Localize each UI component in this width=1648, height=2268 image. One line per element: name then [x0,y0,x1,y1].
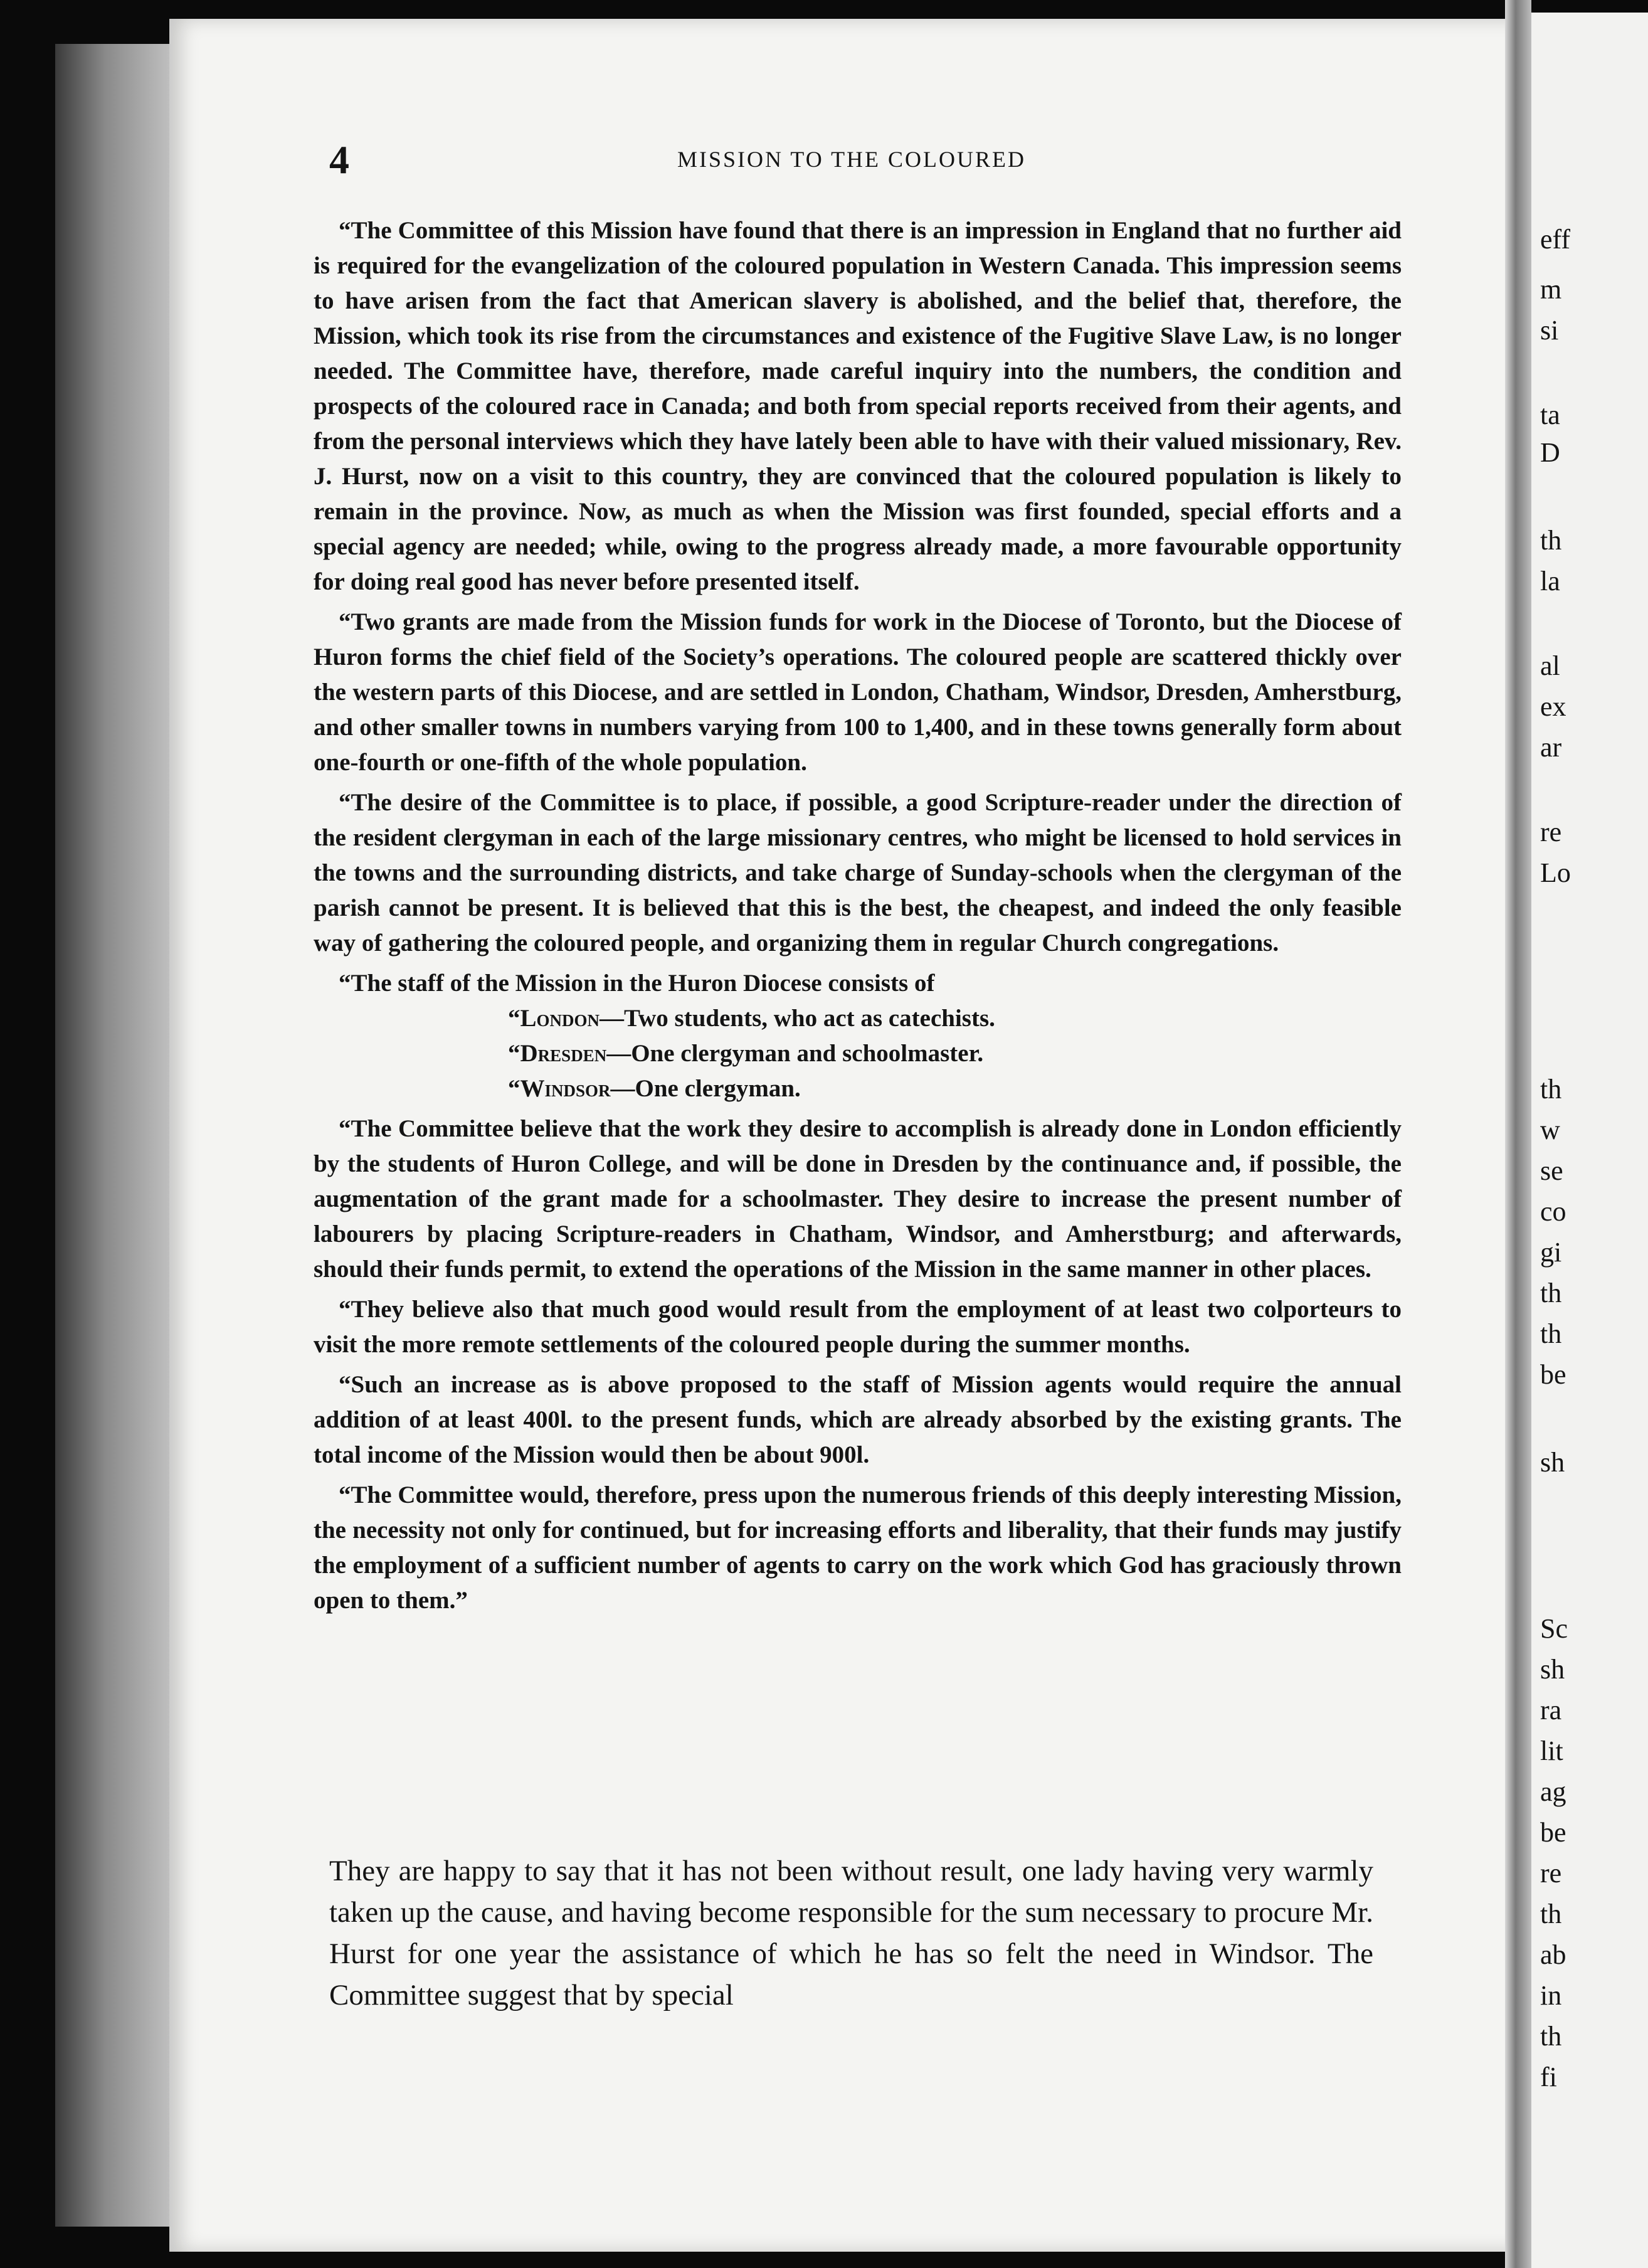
body-paragraph: They are happy to say that it has not been without result, one lady having very warmly taken up the cause, and having become responsible for the sum necessary to procure Mr. Hurst for one year the assistance of which he has so felt the need in Windsor. The Committee suggest that by special [329,1855,1373,2011]
facing-page-fragment: fi [1540,2062,1557,2092]
facing-page-fragment: m [1540,274,1562,305]
facing-page-fragment: ra [1540,1695,1562,1725]
staff-entry: “Windsor—One clergyman. [508,1075,801,1102]
facing-page-fragment: sh [1540,1447,1565,1478]
facing-page-fragment: be [1540,1817,1566,1848]
facing-page-fragment: th [1540,1278,1562,1308]
facing-page-fragment: lit [1540,1735,1563,1766]
staff-entry: “London—Two students, who act as catechists. [508,1005,995,1032]
staff-intro: “The staff of the Mission in the Huron Diocese consists of [339,970,935,997]
facing-page-fragment: al [1540,650,1560,681]
staff-place: Dresden [520,1040,607,1067]
facing-page-fragment: th [1540,1899,1562,1929]
facing-page-fragment: eff [1540,224,1571,255]
page-edge-shadow [55,44,181,2227]
staff-place: Windsor [520,1075,611,1102]
staff-detail: —One clergyman and schoolmaster. [606,1040,984,1067]
staff-list [314,1001,1402,1106]
facing-page [1531,13,1648,2268]
facing-page-fragment: ab [1540,1939,1566,1970]
facing-page-fragment: ar [1540,732,1562,763]
facing-page-fragment: Sc [1540,1613,1568,1644]
quote-paragraph: “The Committee of this Mission have found that there is an impression in England that no further aid is required for the evangelization of the coloured population in Western Canada. This impression seems to have arisen from the fact that American slavery is abolished, and the belief that, therefore, the Mission, which took its rise from the circumstances and existence of the Fugitive Slave Law, is no longer needed. The Committee have, therefore, made careful inquiry into the numbers, the condition and prospects of the coloured race in Canada; and both from special reports received from their agents, and from the personal interviews which they have lately been able to have with their valued missionary, Rev. J. Hurst, now on a visit to this country, they are convinced that the coloured population is likely to remain in the province. Now, as much as when the Mission was first founded, special efforts and a special agency are needed; while, owing to the progress already made, a more favourable opportunity for doing real good has never before presented itself. [314,217,1402,595]
facing-page-fragment: ta [1540,400,1560,430]
quote-paragraph: “They believe also that much good would result from the employment of at least two colporteurs to visit the more remote settlements of the coloured people during the summer months. [314,1296,1402,1358]
facing-page-fragment: th [1540,1318,1562,1349]
facing-page-fragment: th [1540,1074,1562,1105]
facing-page-fragment: be [1540,1359,1566,1390]
facing-page-fragment: gi [1540,1237,1562,1268]
facing-page-fragment: co [1540,1196,1566,1227]
staff-entry: “Dresden—One clergyman and schoolmaster. [508,1040,984,1067]
quoted-report [314,213,1402,1623]
staff-detail: —Two students, who act as catechists. [600,1005,995,1032]
quote-paragraph: “The Committee would, therefore, press upon the numerous friends of this deeply interesting Mission, the necessity not only for continued, but for increasing efforts and liberality, that their funds may justify the employment of a sufficient number of agents to carry on the work which God has graciously thrown open to them.” [314,1481,1402,1614]
quote-paragraph: “Two grants are made from the Mission funds for work in the Diocese of Toronto, but the Diocese of Huron forms the chief field of the Society’s operations. The coloured people are scattered thickly over the western parts of this Diocese, and are settled in London, Chatham, Windsor, Dresden, Amherstburg, and other smaller towns in numbers varying from 100 to 1,400, and in these towns generally form about one-fourth or one-fifth of the whole population. [314,608,1402,776]
facing-page-fragment: sh [1540,1654,1565,1685]
book-binding [1505,0,1531,2268]
facing-page-fragment: la [1540,566,1560,596]
running-head: MISSION TO THE COLOURED [677,147,1027,172]
quote-paragraph: “Such an increase as is above proposed to the staff of Mission agents would require the annual addition of at least 400l. to the present funds, which are already absorbed by the existing grants. The total income of the Mission would then be about 900l. [314,1371,1402,1468]
facing-page-fragment: th [1540,525,1562,556]
facing-page-fragment: se [1540,1155,1563,1186]
facing-page-fragment: re [1540,1858,1562,1889]
body-text [329,1850,1373,2016]
quote-paragraph: “The Committee believe that the work they desire to accomplish is already done in London efficiently by the students of Huron College, and will be done in Dresden by the continuance and, if possible, the augmentation of the grant made for a schoolmaster. They desire to increase the present number of labourers by placing Scripture-readers in Chatham, Windsor, and Amherstburg; and afterwards, should their funds permit, to extend the operations of the Mission in the same manner in other places. [314,1115,1402,1283]
quote-paragraph: “The desire of the Committee is to place, if possible, a good Scripture-reader under the direction of the resident clergyman in each of the large missionary centres, who might be licensed to hold services in the towns and the surrounding districts, and take charge of Sunday-schools when the clergyman of the parish cannot be present. It is believed that this is the best, the cheapest, and indeed the only feasible way of gathering the coloured people, and organizing them in regular Church congregations. [314,789,1402,956]
staff-place: London [520,1005,600,1032]
facing-page-fragment: ag [1540,1776,1566,1807]
facing-page-fragment: D [1540,437,1560,468]
facing-page-fragment: ex [1540,691,1566,722]
page-number: 4 [329,137,349,182]
facing-page-fragment: si [1540,315,1559,346]
facing-page-fragment: th [1540,2021,1562,2052]
staff-detail: —One clergyman. [610,1075,801,1102]
facing-page-fragment: in [1540,1980,1562,2011]
facing-page-fragment: re [1540,817,1562,847]
facing-page-fragment: Lo [1540,857,1571,888]
facing-page-fragment: w [1540,1115,1560,1145]
